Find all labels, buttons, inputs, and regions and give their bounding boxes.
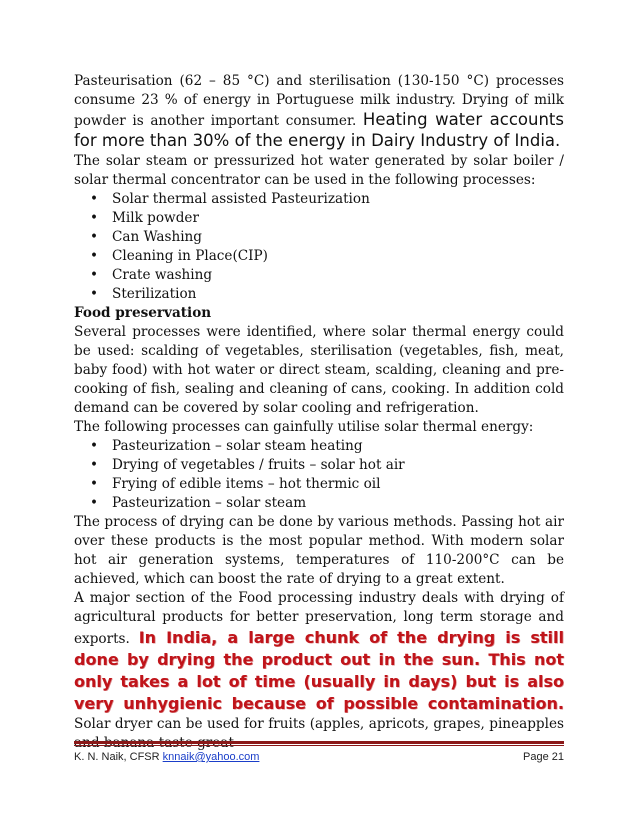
section-heading-food-preservation: Food preservation xyxy=(74,305,212,321)
emphasized-warning: In India, a large chunk of the drying is still done by drying the product out in the sun. This not only takes a lot of time (usually in days) but is also very unhygienic because of possible contamination. xyxy=(74,628,564,713)
list-item xyxy=(74,209,564,228)
list-item-text: Sterilization xyxy=(112,286,197,302)
page-footer xyxy=(74,751,564,767)
paragraph-dairy-energy xyxy=(74,72,564,152)
bullet-icon: • xyxy=(89,248,99,264)
bullet-icon: • xyxy=(89,495,99,511)
paragraph-drying-india xyxy=(74,589,564,753)
dairy-process-list xyxy=(74,190,564,304)
author-name: K. N. Naik, CFSR xyxy=(74,751,160,763)
list-item xyxy=(74,475,564,494)
emphasized-statement: Heating water accounts for more than 30% of the energy in Dairy Industry of India. xyxy=(74,110,564,150)
list-item-text: Cleaning in Place(CIP) xyxy=(112,248,268,264)
list-item xyxy=(74,190,564,209)
footer-author xyxy=(74,751,259,763)
list-item xyxy=(74,266,564,285)
food-process-list xyxy=(74,437,564,513)
list-item xyxy=(74,228,564,247)
list-item-text: Pasteurization – solar steam heating xyxy=(112,438,363,454)
email-link[interactable]: knnaik@yahoo.com xyxy=(162,751,260,763)
list-item-text: Milk powder xyxy=(112,210,199,226)
list-item-text: Solar thermal assisted Pasteurization xyxy=(112,191,370,207)
bullet-icon: • xyxy=(89,286,99,302)
bullet-icon: • xyxy=(89,229,99,245)
footer-divider-thin xyxy=(74,745,564,746)
list-item-text: Drying of vegetables / fruits – solar hot air xyxy=(112,457,405,473)
list-item-text: Frying of edible items – hot thermic oil xyxy=(112,476,381,492)
list-item xyxy=(74,285,564,304)
paragraph-solar-steam: The solar steam or pressurized hot water generated by solar boiler / solar thermal concentrator can be used in the following processes: xyxy=(74,153,564,188)
paragraph-text: Pasteurisation (62 – 85 °C) and sterilisation (130-150 °C) processes consume 23 % of energy in Portuguese milk industry. Drying of milk powder is another important consumer. xyxy=(74,73,564,129)
paragraph-drying-methods: The process of drying can be done by various methods. Passing hot air over these products is the most popular method. With modern solar hot air generation systems, temperatures of 110-200°C can be achieved, which can boost the rate of drying to a great extent. xyxy=(74,514,564,587)
paragraph-text: A major section of the Food processing industry deals with drying of agricultural products for better preservation, long term storage and exports. xyxy=(74,590,564,647)
list-item xyxy=(74,494,564,513)
bullet-icon: • xyxy=(89,191,99,207)
paragraph-utilise-intro: The following processes can gainfully utilise solar thermal energy: xyxy=(74,419,534,435)
bullet-icon: • xyxy=(89,476,99,492)
bullet-icon: • xyxy=(89,457,99,473)
list-item xyxy=(74,247,564,266)
paragraph-text: Solar dryer can be used for fruits (apples, apricots, grapes, pineapples xyxy=(74,716,564,732)
page-content xyxy=(74,72,564,753)
bullet-icon: • xyxy=(89,210,99,226)
paragraph-food-processes: Several processes were identified, where solar thermal energy could be used: scalding of vegetables, sterilisation (vegetables, fish, meat, baby food) with hot water or direct steam, scalding, cleaning and pre-cooking of fish, sealing and cleaning of cans, cooking. In addition cold demand can be covered by solar cooling and refrigeration. xyxy=(74,324,564,416)
list-item-text: Crate washing xyxy=(112,267,213,283)
list-item-text: Can Washing xyxy=(112,229,203,245)
list-item xyxy=(74,437,564,456)
bullet-icon: • xyxy=(89,267,99,283)
list-item xyxy=(74,456,564,475)
page-number: Page 21 xyxy=(523,751,564,763)
bullet-icon: • xyxy=(89,438,99,454)
list-item-text: Pasteurization – solar steam xyxy=(112,495,307,511)
footer-divider xyxy=(74,741,564,744)
